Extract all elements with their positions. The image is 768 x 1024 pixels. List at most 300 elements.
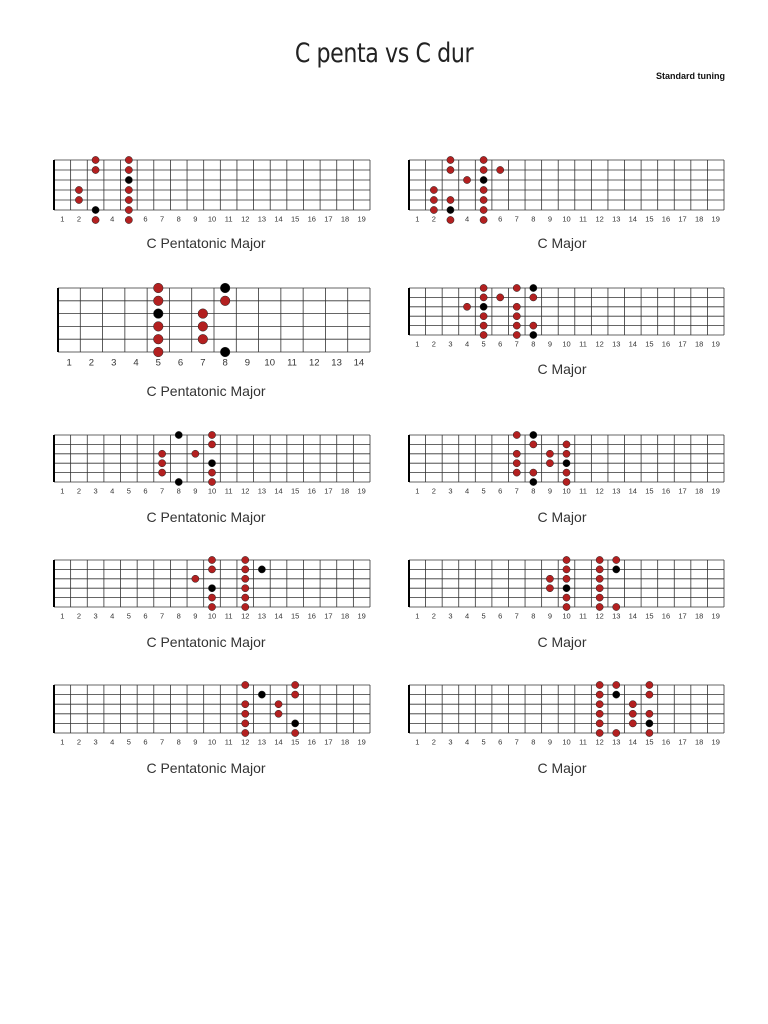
- fret-number: 7: [160, 611, 165, 621]
- scale-note-dot: [563, 575, 570, 582]
- fret-number: 11: [579, 486, 587, 496]
- scale-note-dot: [563, 478, 570, 485]
- diagram-caption: C Major: [537, 634, 587, 650]
- fret-number: 17: [324, 486, 333, 496]
- fret-number: 14: [628, 214, 637, 224]
- fretboard-d6: [409, 431, 724, 525]
- fret-number: 19: [711, 486, 720, 496]
- fret-number: 12: [308, 357, 320, 369]
- diagram-caption: C Major: [537, 235, 587, 251]
- fret-number: 11: [579, 737, 587, 747]
- scale-note-dot: [596, 585, 603, 592]
- fret-number: 13: [612, 214, 621, 224]
- fret-number: 17: [324, 214, 333, 224]
- scale-note-dot: [153, 296, 163, 306]
- fret-number: 4: [110, 611, 115, 621]
- fret-number: 4: [464, 339, 470, 349]
- fret-number: 9: [193, 486, 198, 496]
- diagram-caption: C Major: [537, 509, 587, 525]
- root-note-dot: [563, 585, 570, 592]
- fretboard-d4: [409, 284, 724, 377]
- fret-number: 10: [562, 486, 571, 496]
- scale-note-dot: [242, 720, 249, 727]
- scale-note-dot: [596, 594, 603, 601]
- fret-number: 10: [562, 214, 571, 224]
- fret-number: 8: [531, 214, 536, 224]
- scale-note-dot: [480, 313, 487, 320]
- fret-number: 10: [562, 339, 571, 349]
- root-note-dot: [646, 720, 653, 727]
- scale-note-dot: [242, 566, 249, 573]
- scale-note-dot: [480, 284, 487, 291]
- root-note-dot: [563, 460, 570, 467]
- scale-note-dot: [596, 556, 603, 563]
- scale-note-dot: [513, 303, 520, 310]
- scale-note-dot: [125, 186, 132, 193]
- fret-number: 16: [661, 737, 671, 747]
- scale-note-dot: [159, 469, 166, 476]
- fret-number: 2: [76, 611, 82, 621]
- scale-note-dot: [530, 441, 537, 448]
- scale-note-dot: [242, 575, 249, 582]
- scale-note-dot: [613, 681, 620, 688]
- fret-number: 6: [498, 214, 503, 224]
- fret-number: 1: [60, 611, 65, 621]
- fretboard-d9: [54, 681, 370, 776]
- scale-note-dot: [646, 710, 653, 717]
- fretboard-d1: [54, 156, 370, 251]
- scale-note-dot: [513, 460, 520, 467]
- scale-note-dot: [530, 322, 537, 329]
- fret-number: 14: [628, 486, 637, 496]
- scale-note-dot: [596, 603, 603, 610]
- scale-note-dot: [208, 603, 215, 610]
- fret-number: 12: [595, 214, 604, 224]
- fret-number: 18: [694, 339, 704, 349]
- scale-note-dot: [242, 594, 249, 601]
- scale-note-dot: [242, 710, 249, 717]
- tuning-note: Standard tuning: [656, 71, 725, 81]
- scale-note-dot: [220, 296, 230, 306]
- scale-note-dot: [447, 216, 454, 223]
- fret-number: 6: [143, 214, 148, 224]
- scale-note-dot: [613, 603, 620, 610]
- scale-note-dot: [125, 216, 132, 223]
- fret-number: 2: [431, 486, 436, 496]
- fret-number: 8: [176, 737, 181, 747]
- fret-number: 18: [340, 611, 350, 621]
- scale-note-dot: [530, 469, 537, 476]
- fret-number: 9: [193, 611, 198, 621]
- scale-note-dot: [463, 303, 470, 310]
- fret-number: 3: [448, 611, 453, 621]
- fret-number: 9: [547, 611, 553, 621]
- fret-number: 1: [415, 214, 420, 224]
- fret-number: 12: [595, 339, 604, 349]
- scale-note-dot: [447, 166, 454, 173]
- fret-number: 12: [241, 737, 250, 747]
- scale-note-dot: [447, 156, 454, 163]
- fret-number: 16: [661, 339, 671, 349]
- fret-number: 14: [274, 611, 283, 621]
- scale-note-dot: [92, 166, 99, 173]
- fret-number: 16: [661, 486, 671, 496]
- scale-note-dot: [198, 322, 208, 332]
- scale-note-dot: [430, 186, 437, 193]
- fret-number: 11: [224, 737, 233, 747]
- fret-number: 9: [547, 737, 553, 747]
- fret-number: 4: [464, 486, 470, 496]
- scale-note-dot: [497, 294, 504, 301]
- fret-number: 4: [110, 214, 115, 224]
- scale-note-dot: [125, 156, 132, 163]
- scale-note-dot: [513, 322, 520, 329]
- scale-note-dot: [563, 441, 570, 448]
- fret-number: 9: [547, 486, 553, 496]
- scale-note-dot: [75, 186, 82, 193]
- scale-note-dot: [153, 347, 163, 357]
- fret-number: 3: [448, 486, 453, 496]
- scale-note-dot: [513, 313, 520, 320]
- scale-note-dot: [563, 469, 570, 476]
- root-note-dot: [613, 691, 620, 698]
- fret-number: 1: [415, 486, 420, 496]
- root-note-dot: [92, 206, 99, 213]
- fret-number: 5: [126, 486, 131, 496]
- fret-number: 16: [307, 611, 316, 621]
- fret-number: 15: [290, 486, 300, 496]
- fret-number: 19: [711, 737, 720, 747]
- fret-number: 6: [177, 357, 184, 369]
- fret-number: 3: [111, 357, 117, 369]
- fret-number: 14: [274, 737, 283, 747]
- fret-number: 13: [612, 737, 621, 747]
- fret-number: 3: [93, 486, 98, 496]
- fret-number: 14: [274, 486, 283, 496]
- scale-note-dot: [613, 729, 620, 736]
- scale-note-dot: [546, 460, 553, 467]
- fret-number: 6: [498, 486, 503, 496]
- fret-number: 8: [176, 486, 181, 496]
- fret-number: 7: [200, 357, 206, 369]
- fret-number: 15: [290, 214, 300, 224]
- fret-number: 15: [290, 737, 300, 747]
- root-note-dot: [447, 206, 454, 213]
- scale-note-dot: [513, 431, 520, 438]
- fret-number: 19: [357, 611, 366, 621]
- fret-number: 6: [143, 486, 148, 496]
- fret-number: 12: [595, 737, 604, 747]
- fret-number: 5: [126, 737, 131, 747]
- root-note-dot: [480, 176, 487, 183]
- fretboard-d3: [58, 283, 370, 399]
- scale-note-dot: [480, 206, 487, 213]
- fret-number: 13: [257, 214, 267, 224]
- fret-number: 15: [645, 339, 654, 349]
- scale-note-dot: [192, 450, 199, 457]
- fret-number: 2: [76, 737, 82, 747]
- scale-note-dot: [596, 701, 603, 708]
- fret-number: 9: [547, 214, 553, 224]
- fret-number: 13: [257, 611, 267, 621]
- fret-number: 10: [207, 214, 217, 224]
- fret-number: 13: [612, 611, 621, 621]
- fret-number: 7: [514, 339, 519, 349]
- scale-note-dot: [242, 729, 249, 736]
- fret-number: 8: [176, 611, 181, 621]
- fret-number: 8: [531, 486, 536, 496]
- scale-note-dot: [480, 166, 487, 173]
- root-note-dot: [175, 431, 182, 438]
- scale-note-dot: [513, 469, 520, 476]
- scale-note-dot: [292, 729, 299, 736]
- fret-number: 11: [579, 611, 587, 621]
- scale-note-dot: [629, 720, 636, 727]
- scale-note-dot: [629, 701, 636, 708]
- diagram-caption: C Pentatonic Major: [146, 383, 266, 399]
- fret-number: 5: [481, 339, 486, 349]
- fret-number: 10: [207, 737, 217, 747]
- root-note-dot: [480, 303, 487, 310]
- fret-number: 1: [415, 611, 420, 621]
- scale-note-dot: [75, 196, 82, 203]
- diagram-caption: C Major: [537, 361, 587, 377]
- scale-note-dot: [563, 450, 570, 457]
- fret-number: 7: [514, 611, 519, 621]
- scale-note-dot: [530, 294, 537, 301]
- fret-number: 12: [241, 486, 250, 496]
- scale-note-dot: [92, 216, 99, 223]
- fret-number: 8: [176, 214, 181, 224]
- fret-number: 7: [514, 486, 519, 496]
- fret-number: 14: [274, 214, 283, 224]
- scale-note-dot: [198, 309, 208, 319]
- scale-note-dot: [646, 691, 653, 698]
- fret-number: 13: [612, 339, 621, 349]
- scale-note-dot: [208, 566, 215, 573]
- fret-number: 1: [60, 214, 65, 224]
- fret-number: 18: [340, 214, 350, 224]
- root-note-dot: [208, 460, 215, 467]
- fret-number: 4: [464, 737, 470, 747]
- scale-note-dot: [159, 460, 166, 467]
- scale-note-dot: [92, 156, 99, 163]
- fret-number: 10: [207, 611, 217, 621]
- fret-number: 11: [224, 486, 233, 496]
- fret-number: 19: [711, 214, 720, 224]
- fret-number: 11: [579, 214, 587, 224]
- fret-number: 7: [514, 214, 519, 224]
- root-note-dot: [258, 566, 265, 573]
- fret-number: 8: [531, 339, 536, 349]
- fret-number: 17: [678, 737, 687, 747]
- fret-number: 18: [694, 486, 704, 496]
- fret-number: 8: [531, 737, 536, 747]
- scale-note-dot: [208, 469, 215, 476]
- scale-note-dot: [596, 566, 603, 573]
- root-note-dot: [530, 478, 537, 485]
- fret-number: 9: [244, 357, 251, 369]
- scale-note-dot: [192, 575, 199, 582]
- fret-number: 3: [93, 611, 98, 621]
- fret-number: 5: [155, 357, 161, 369]
- scale-note-dot: [208, 441, 215, 448]
- fret-number: 6: [143, 611, 148, 621]
- fretboard-d8: [409, 556, 724, 650]
- fret-number: 15: [645, 737, 654, 747]
- scale-note-dot: [563, 566, 570, 573]
- fret-number: 2: [431, 339, 436, 349]
- scale-note-dot: [480, 186, 487, 193]
- fretboard-d5: [54, 431, 370, 525]
- fret-number: 8: [222, 357, 228, 369]
- fret-number: 16: [307, 214, 316, 224]
- fret-number: 16: [307, 486, 316, 496]
- fret-number: 4: [464, 214, 470, 224]
- fret-number: 17: [678, 339, 687, 349]
- scale-note-dot: [480, 322, 487, 329]
- scale-note-dot: [159, 450, 166, 457]
- scale-note-dot: [292, 681, 299, 688]
- fret-number: 13: [612, 486, 621, 496]
- fret-number: 18: [694, 737, 704, 747]
- scale-note-dot: [613, 556, 620, 563]
- scale-note-dot: [242, 556, 249, 563]
- fret-number: 11: [224, 214, 233, 224]
- fret-number: 18: [694, 214, 704, 224]
- diagram-caption: C Pentatonic Major: [146, 760, 266, 776]
- scale-note-dot: [596, 575, 603, 582]
- fret-number: 9: [193, 737, 198, 747]
- scale-note-dot: [646, 729, 653, 736]
- root-note-dot: [258, 691, 265, 698]
- fret-number: 10: [562, 737, 571, 747]
- diagram-caption: C Major: [537, 760, 587, 776]
- fret-number: 7: [514, 737, 519, 747]
- scale-note-dot: [125, 196, 132, 203]
- fret-number: 12: [241, 214, 250, 224]
- fret-number: 10: [562, 611, 571, 621]
- fret-number: 14: [628, 339, 637, 349]
- fret-number: 16: [661, 214, 671, 224]
- fret-number: 17: [678, 486, 687, 496]
- scale-note-dot: [153, 283, 163, 293]
- scale-note-dot: [513, 284, 520, 291]
- scale-note-dot: [513, 331, 520, 338]
- scale-note-dot: [596, 681, 603, 688]
- fret-number: 19: [357, 214, 366, 224]
- scale-note-dot: [629, 710, 636, 717]
- scale-note-dot: [596, 720, 603, 727]
- root-note-dot: [530, 284, 537, 291]
- scale-note-dot: [242, 603, 249, 610]
- root-note-dot: [220, 283, 230, 293]
- fret-number: 4: [133, 357, 139, 369]
- scale-note-dot: [563, 556, 570, 563]
- fret-number: 13: [257, 737, 267, 747]
- scale-note-dot: [208, 594, 215, 601]
- scale-note-dot: [198, 334, 208, 344]
- fret-number: 1: [66, 357, 72, 369]
- scale-note-dot: [153, 334, 163, 344]
- scale-note-dot: [546, 575, 553, 582]
- scale-note-dot: [546, 450, 553, 457]
- root-note-dot: [220, 347, 230, 357]
- fret-number: 2: [76, 486, 82, 496]
- root-note-dot: [530, 431, 537, 438]
- scale-note-dot: [242, 701, 249, 708]
- fret-number: 6: [498, 737, 503, 747]
- scale-note-dot: [497, 166, 504, 173]
- fret-number: 10: [207, 486, 217, 496]
- scale-note-dot: [275, 701, 282, 708]
- scale-note-dot: [153, 322, 163, 332]
- scale-note-dot: [563, 603, 570, 610]
- scale-note-dot: [208, 431, 215, 438]
- scale-note-dot: [463, 176, 470, 183]
- fret-number: 1: [60, 737, 65, 747]
- fret-number: 11: [287, 357, 297, 369]
- scale-note-dot: [125, 206, 132, 213]
- fret-number: 8: [531, 611, 536, 621]
- fret-number: 7: [160, 737, 165, 747]
- scale-note-dot: [596, 691, 603, 698]
- fret-number: 4: [464, 611, 470, 621]
- root-note-dot: [613, 566, 620, 573]
- fret-number: 3: [448, 737, 453, 747]
- fret-number: 15: [290, 611, 300, 621]
- root-note-dot: [153, 309, 163, 319]
- root-note-dot: [175, 478, 182, 485]
- fret-number: 17: [678, 611, 687, 621]
- fret-number: 19: [711, 339, 720, 349]
- fret-number: 18: [340, 486, 350, 496]
- fret-number: 10: [264, 357, 276, 369]
- root-note-dot: [125, 176, 132, 183]
- fret-number: 13: [331, 357, 342, 369]
- scale-note-dot: [480, 216, 487, 223]
- fret-number: 15: [645, 611, 654, 621]
- scale-note-dot: [447, 196, 454, 203]
- scale-note-dot: [275, 710, 282, 717]
- scale-note-dot: [480, 331, 487, 338]
- scale-note-dot: [596, 729, 603, 736]
- fret-number: 19: [357, 486, 366, 496]
- fret-number: 5: [481, 611, 486, 621]
- fretboard-d2: [409, 156, 724, 251]
- scale-note-dot: [292, 691, 299, 698]
- scale-note-dot: [646, 681, 653, 688]
- fret-number: 1: [60, 486, 65, 496]
- scale-note-dot: [242, 585, 249, 592]
- fret-number: 17: [324, 737, 333, 747]
- fret-number: 18: [340, 737, 350, 747]
- fretboard-d10: [409, 681, 724, 776]
- fret-number: 9: [547, 339, 553, 349]
- page-title: C penta vs C dur: [294, 38, 474, 69]
- fret-number: 19: [357, 737, 366, 747]
- fret-number: 5: [126, 611, 131, 621]
- fret-number: 12: [595, 486, 604, 496]
- fret-number: 19: [711, 611, 720, 621]
- fret-number: 2: [431, 214, 436, 224]
- scale-note-dot: [480, 156, 487, 163]
- fret-number: 2: [88, 357, 95, 369]
- fret-number: 13: [257, 486, 267, 496]
- fret-number: 16: [307, 737, 316, 747]
- scale-note-dot: [208, 478, 215, 485]
- fret-number: 17: [324, 611, 333, 621]
